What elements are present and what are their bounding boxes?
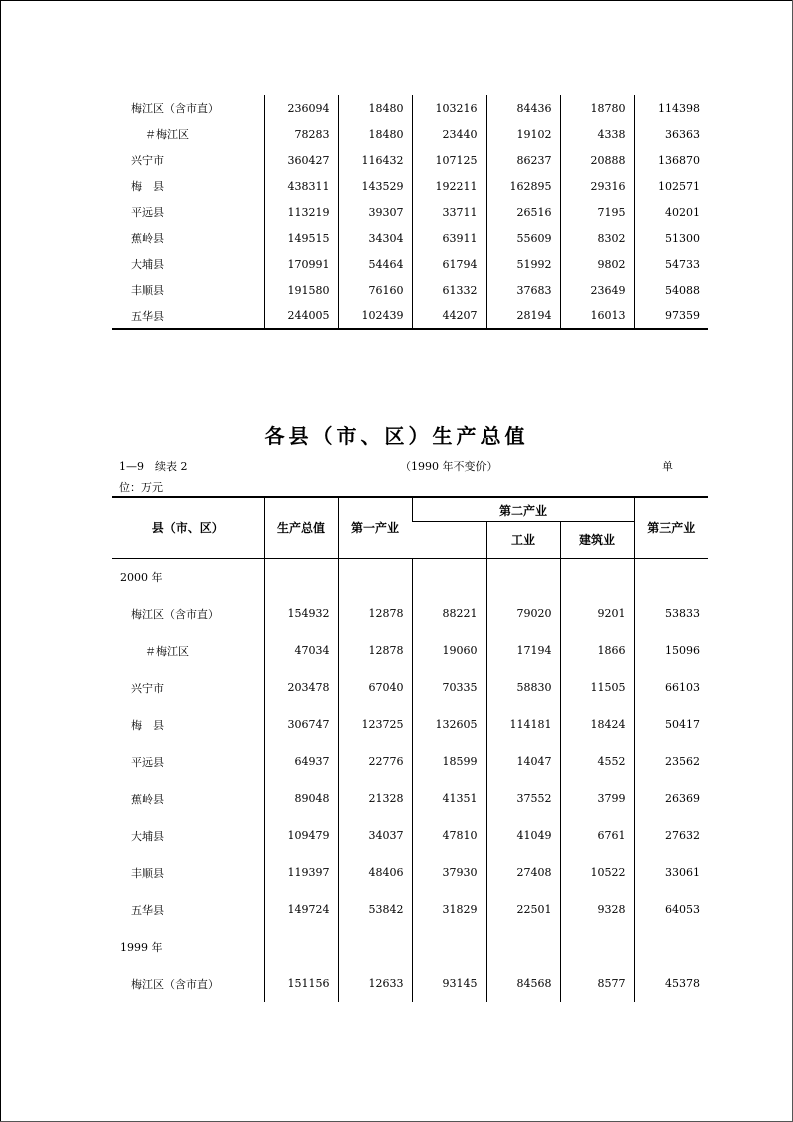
cell-value: 45378 [634, 965, 708, 1002]
header-secondary-blank [412, 521, 486, 558]
cell-value [486, 928, 560, 965]
cell-value: 70335 [412, 669, 486, 706]
cell-value: 4552 [560, 743, 634, 780]
table-row [112, 277, 708, 303]
cell-value: 20888 [560, 147, 634, 173]
row-label: 平远县 [131, 755, 164, 769]
cell-value: 18599 [412, 743, 486, 780]
row-label: 五华县 [131, 309, 164, 323]
cell-value: 123725 [338, 706, 412, 743]
table-row [112, 965, 708, 1002]
row-label: 兴宁市 [131, 154, 164, 167]
table-row [112, 251, 708, 277]
cell-value: 33061 [634, 854, 708, 891]
table-row [112, 817, 708, 854]
table-row [112, 632, 708, 669]
cell-value: 66103 [634, 669, 708, 706]
cell-value [264, 558, 338, 595]
table-row [112, 199, 708, 225]
cell-value: 103216 [412, 95, 486, 121]
cell-value: 9802 [560, 251, 634, 277]
cell-value: 203478 [264, 669, 338, 706]
cell-value: 102571 [634, 173, 708, 199]
cell-value: 34304 [338, 225, 412, 251]
cell-value: 17194 [486, 632, 560, 669]
cell-value: 53842 [338, 891, 412, 928]
cell-value [264, 928, 338, 965]
cell-value: 48406 [338, 854, 412, 891]
cell-value: 37683 [486, 277, 560, 303]
cell-value: 136870 [634, 147, 708, 173]
cell-value: 37552 [486, 780, 560, 817]
cell-value: 79020 [486, 595, 560, 632]
cell-value: 16013 [560, 303, 634, 329]
cell-value: 63911 [412, 225, 486, 251]
cell-value: 18480 [338, 95, 412, 121]
row-label: 兴宁市 [131, 681, 164, 695]
cell-value: 27408 [486, 854, 560, 891]
cell-value: 9328 [560, 891, 634, 928]
row-label: 梅江区（含市直） [131, 977, 219, 991]
row-label: 梅江区（含市直） [131, 102, 219, 115]
header-industry: 工业 [486, 521, 560, 558]
cell-value [412, 928, 486, 965]
cell-value: 306747 [264, 706, 338, 743]
cell-value: 78283 [264, 121, 338, 147]
table-row [112, 891, 708, 928]
cell-value: 84568 [486, 965, 560, 1002]
cell-value: 19060 [412, 632, 486, 669]
cell-value: 10522 [560, 854, 634, 891]
cell-value: 64937 [264, 743, 338, 780]
cell-value: 23649 [560, 277, 634, 303]
cell-value: 18780 [560, 95, 634, 121]
cell-value: 18424 [560, 706, 634, 743]
cell-value: 22501 [486, 891, 560, 928]
header-secondary: 第二产业 [412, 497, 634, 521]
cell-value: 93145 [412, 965, 486, 1002]
row-label: 大埔县 [131, 829, 164, 843]
cell-value: 3799 [560, 780, 634, 817]
cell-value: 114398 [634, 95, 708, 121]
cell-value: 102439 [338, 303, 412, 329]
cell-value: 28194 [486, 303, 560, 329]
cell-value: 360427 [264, 147, 338, 173]
cell-value [634, 928, 708, 965]
unit-label-suffix: 位：万元 [119, 481, 163, 494]
cell-value: 162895 [486, 173, 560, 199]
cell-value: 64053 [634, 891, 708, 928]
cell-value [338, 558, 412, 595]
row-label: 平远县 [131, 206, 164, 219]
cell-value [560, 928, 634, 965]
header-gdp: 生产总值 [264, 497, 338, 558]
cell-value: 8302 [560, 225, 634, 251]
cell-value: 151156 [264, 965, 338, 1002]
cell-value: 114181 [486, 706, 560, 743]
table-row [112, 706, 708, 743]
cell-value: 23440 [412, 121, 486, 147]
cell-value: 86237 [486, 147, 560, 173]
cell-value: 40201 [634, 199, 708, 225]
cell-value: 58830 [486, 669, 560, 706]
cell-value: 22776 [338, 743, 412, 780]
gdp-table [112, 496, 708, 1002]
cell-value: 19102 [486, 121, 560, 147]
cell-value: 119397 [264, 854, 338, 891]
row-label: 梅 县 [131, 718, 164, 732]
cell-value: 132605 [412, 706, 486, 743]
table-row [112, 928, 708, 965]
page-title: 各县（市、区）生产总值 [264, 424, 529, 448]
cell-value [486, 558, 560, 595]
continued-table [112, 95, 708, 330]
cell-value [412, 558, 486, 595]
cell-value: 9201 [560, 595, 634, 632]
cell-value: 236094 [264, 95, 338, 121]
cell-value: 33711 [412, 199, 486, 225]
table-row [112, 558, 708, 595]
row-label: 梅江区（含市直） [131, 607, 219, 621]
cell-value: 50417 [634, 706, 708, 743]
cell-value: 21328 [338, 780, 412, 817]
cell-value: 34037 [338, 817, 412, 854]
cell-value: 107125 [412, 147, 486, 173]
table-row [112, 95, 708, 121]
cell-value: 12878 [338, 595, 412, 632]
cell-value: 7195 [560, 199, 634, 225]
cell-value: 55609 [486, 225, 560, 251]
table-row [112, 669, 708, 706]
cell-value: 143529 [338, 173, 412, 199]
cell-value: 12633 [338, 965, 412, 1002]
cell-value [560, 558, 634, 595]
cell-value: 41351 [412, 780, 486, 817]
cell-value: 97359 [634, 303, 708, 329]
cell-value: 31829 [412, 891, 486, 928]
cell-value: 154932 [264, 595, 338, 632]
header-primary: 第一产业 [338, 497, 412, 558]
table-row [112, 225, 708, 251]
cell-value: 89048 [264, 780, 338, 817]
cell-value [634, 558, 708, 595]
cell-value: 54464 [338, 251, 412, 277]
cell-value: 23562 [634, 743, 708, 780]
page-border-top [0, 0, 793, 1]
cell-value: 41049 [486, 817, 560, 854]
cell-value: 4338 [560, 121, 634, 147]
cell-value: 438311 [264, 173, 338, 199]
cell-value: 26516 [486, 199, 560, 225]
cell-value: 1866 [560, 632, 634, 669]
cell-value: 53833 [634, 595, 708, 632]
cell-value: 192211 [412, 173, 486, 199]
cell-value: 29316 [560, 173, 634, 199]
cell-value: 54733 [634, 251, 708, 277]
header-construction: 建筑业 [560, 521, 634, 558]
cell-value: 149724 [264, 891, 338, 928]
cell-value: 76160 [338, 277, 412, 303]
table-row [112, 743, 708, 780]
row-label: 大埔县 [131, 258, 164, 271]
table-number: 1—9 续表 2 [119, 460, 188, 473]
header-county: 县（市、区） [112, 497, 264, 558]
table-row [112, 303, 708, 329]
row-label: 丰顺县 [131, 284, 164, 297]
row-label: 五华县 [131, 903, 164, 917]
page-border-left [0, 0, 1, 1122]
cell-value: 36363 [634, 121, 708, 147]
cell-value: 14047 [486, 743, 560, 780]
row-label: 2000 年 [120, 570, 163, 584]
cell-value: 116432 [338, 147, 412, 173]
cell-value [338, 928, 412, 965]
unit-label-prefix: 单 [662, 460, 673, 473]
header-tertiary: 第三产业 [634, 497, 708, 558]
cell-value: 149515 [264, 225, 338, 251]
cell-value: 27632 [634, 817, 708, 854]
cell-value: 51300 [634, 225, 708, 251]
cell-value: 191580 [264, 277, 338, 303]
row-label: 1999 年 [120, 940, 163, 954]
row-label: 梅 县 [131, 180, 164, 193]
cell-value: 84436 [486, 95, 560, 121]
cell-value: 6761 [560, 817, 634, 854]
cell-value: 11505 [560, 669, 634, 706]
row-label: ＃梅江区 [145, 128, 189, 141]
cell-value: 170991 [264, 251, 338, 277]
row-label: 蕉岭县 [131, 792, 164, 806]
cell-value: 18480 [338, 121, 412, 147]
cell-value: 51992 [486, 251, 560, 277]
cell-value: 244005 [264, 303, 338, 329]
table-row [112, 121, 708, 147]
cell-value: 47034 [264, 632, 338, 669]
cell-value: 109479 [264, 817, 338, 854]
row-label: 蕉岭县 [131, 232, 164, 245]
cell-value: 8577 [560, 965, 634, 1002]
cell-value: 61332 [412, 277, 486, 303]
price-basis: （1990 年不变价） [400, 460, 498, 473]
cell-value: 67040 [338, 669, 412, 706]
table-row [112, 854, 708, 891]
cell-value: 61794 [412, 251, 486, 277]
cell-value: 12878 [338, 632, 412, 669]
cell-value: 37930 [412, 854, 486, 891]
cell-value: 15096 [634, 632, 708, 669]
cell-value: 26369 [634, 780, 708, 817]
cell-value: 44207 [412, 303, 486, 329]
table-row [112, 780, 708, 817]
cell-value: 54088 [634, 277, 708, 303]
row-label: ＃梅江区 [145, 644, 189, 658]
row-label: 丰顺县 [131, 866, 164, 880]
cell-value: 39307 [338, 199, 412, 225]
cell-value: 47810 [412, 817, 486, 854]
table-row [112, 595, 708, 632]
table-row [112, 173, 708, 199]
cell-value: 113219 [264, 199, 338, 225]
cell-value: 88221 [412, 595, 486, 632]
table-row [112, 147, 708, 173]
